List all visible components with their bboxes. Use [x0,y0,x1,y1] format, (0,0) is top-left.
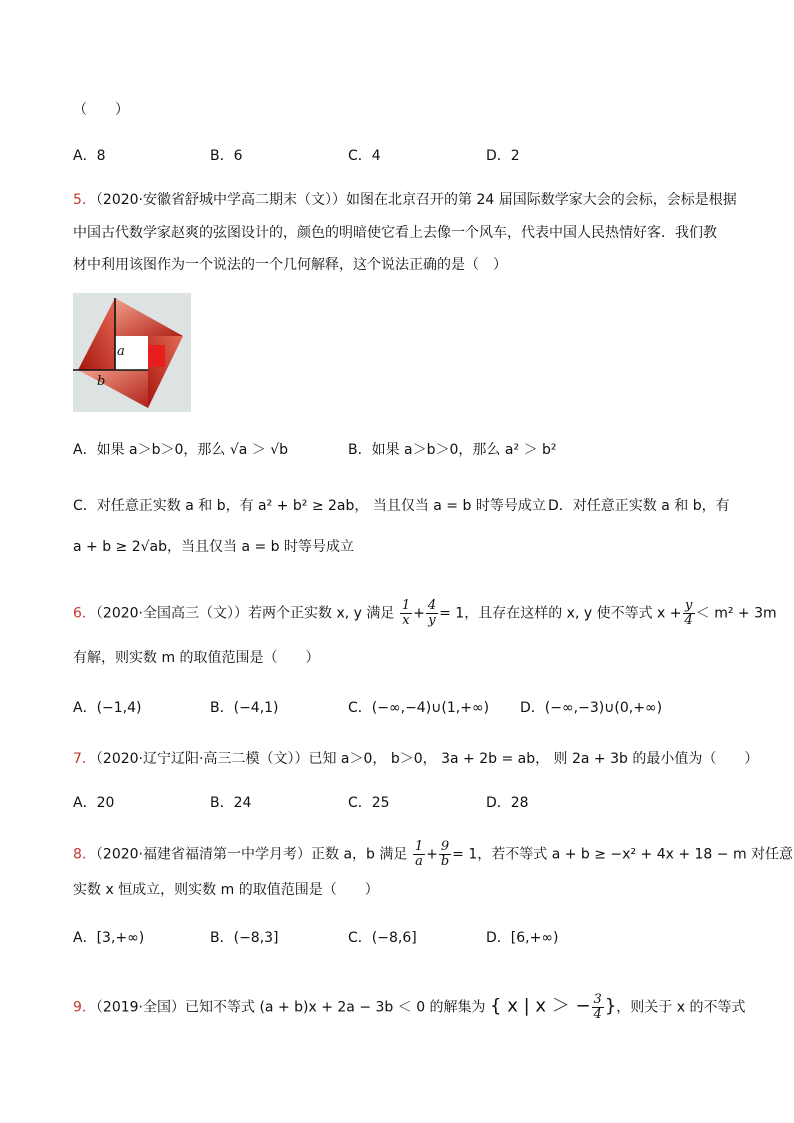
q9-line-1 [73,993,745,1022]
q6-line-2: 有解，则实数 m 的取值范围是（ ） [73,650,320,666]
q8-f2-num: 9 [439,840,451,855]
q9-number: 9． [73,999,96,1016]
q6-f2-num: 4 [427,598,437,613]
q8-fraction-2 [439,840,451,869]
q8-post: = 1，若不等式 a + b ≥ −x² + 4x + 18 − m 对任意 [452,846,794,863]
q5-line-2: 中国古代数学家赵爽的弦图设计的，颜色的明暗使它看上去像一个风车，代表中国人民热情好客．我们教 [73,225,717,241]
q6-mid: = 1，且存在这样的 x, y 使不等式 x + [439,605,682,622]
pinwheel-triangle-top [115,298,183,336]
q7-number: 7． [73,751,96,767]
q6-f1-num: 1 [401,598,411,613]
q6-fraction-2 [426,599,438,628]
q4-paren: （ ） [73,102,129,118]
q9-set-close: } [604,995,617,1017]
q7-line-1 [73,749,758,769]
q5-number: 5． [73,192,96,208]
q6-number: 6． [73,605,96,622]
q7-option-c: C．25 [348,795,390,811]
q5-line-1 [73,190,737,210]
q6-option-d: D．(−∞,−3)∪(0,+∞) [520,700,663,716]
q5-option-c: C．对任意正实数 a 和 b，有 a² + b² ≥ 2ab， 当且仅当 a = b 时等号成立 [73,498,546,514]
q8-option-a: A．[3,+∞) [73,930,145,946]
q6-f3-den: 4 [684,613,693,628]
q8-line-1: 8．（2020·福建省福清第一中学月考）正数 a，b 满足 $\frac{1}{a}$ + $\frac{9}{b}$ = 1，若不等式 a + b ≥ −x² + 4x + 18 − m 对任意 [73,839,794,869]
q8-pre: （2020·福建省福清第一中学月考）正数 a，b 满足 [95,846,408,863]
q5-option-a: A．如果 a＞b＞0，那么 √a ＞ √b [73,442,289,458]
q5-option-d-line-1: D．对任意正实数 a 和 b，有 [548,498,730,514]
q7-text: （2020·辽宁辽阳·高三二模（文））已知 a＞0， b＞0， 3a + 2b = ab， 则 2a + 3b 的最小值为（ ） [95,751,759,767]
q4-option-a: A．8 [73,148,106,164]
q9-set-open: { x | x ＞ − [490,995,591,1017]
q6-post: ＜ m² + 3m [695,605,777,622]
q5-text-1: （2020·安徽省舒城中学高二期末（文））如图在北京召开的第 24 届国际数学家大会的会标，会标是根据 [95,192,737,208]
q4-option-d: D．2 [486,148,520,164]
q6-f2-den: y [428,613,436,628]
q9-f-den: 4 [593,1007,602,1022]
q6-fraction-3 [683,599,695,628]
q8-f1-num: 1 [414,839,424,854]
q5-line-3: 材中利用该图作为一个说法的一个几何解释，这个说法正确的是（ ） [73,257,507,273]
q9-fraction [592,993,604,1022]
q8-line-2: 实数 x 恒成立，则实数 m 的取值范围是（ ） [73,882,379,898]
q8-f2-den: b [440,854,450,869]
q6-f3-num: y [683,599,695,614]
figure-label-a: a [117,344,125,359]
q7-option-a: A．20 [73,795,115,811]
q6-option-b: B．(−4,1) [210,700,279,716]
q6-line-1: 6．（2020·全国高三（文））若两个正实数 x, y 满足 $\frac{1}{x}$ + $\frac{4}{y}$ = 1，且存在这样的 x, y 使不等式 x + $\frac{y}{4}$ ＜ m² + 3m [73,598,777,628]
pinwheel-triangle-bottom [78,370,148,408]
q8-number: 8． [73,846,96,863]
q7-option-b: B．24 [210,795,252,811]
q6-f1-den: x [402,613,410,628]
pinwheel-svg [73,293,191,412]
q4-option-b: B．6 [210,148,243,164]
q9-pre: （2019·全国）已知不等式 (a + b)x + 2a − 3b ＜ 0 的解集为 [95,999,486,1016]
q7-option-d: D．28 [486,795,529,811]
pinwheel-figure [73,293,191,412]
q8-option-d: D．[6,+∞) [486,930,559,946]
q9-f-num: 3 [593,992,602,1007]
q4-option-c: C．4 [348,148,381,164]
q9-post: ，则关于 x 的不等式 [616,999,746,1016]
q6-fraction-1 [400,599,412,628]
q5-option-b: B．如果 a＞b＞0，那么 a² ＞ b² [348,442,557,458]
q6-pre: （2020·全国高三（文））若两个正实数 x, y 满足 [95,605,395,622]
q6-option-c: C．(−∞,−4)∪(1,+∞) [348,700,490,716]
figure-label-b: b [97,374,106,389]
q5-option-d-line-2: a + b ≥ 2√ab，当且仅当 a = b 时等号成立 [73,539,355,555]
q8-f1-den: a [415,854,423,869]
q8-option-c: C．(−8,6] [348,930,417,946]
q8-fraction-1 [413,840,425,869]
q8-option-b: B．(−8,3] [210,930,279,946]
pinwheel-red-mark [148,345,165,367]
pinwheel-triangle-left [78,298,115,370]
q6-option-a: A．(−1,4) [73,700,142,716]
